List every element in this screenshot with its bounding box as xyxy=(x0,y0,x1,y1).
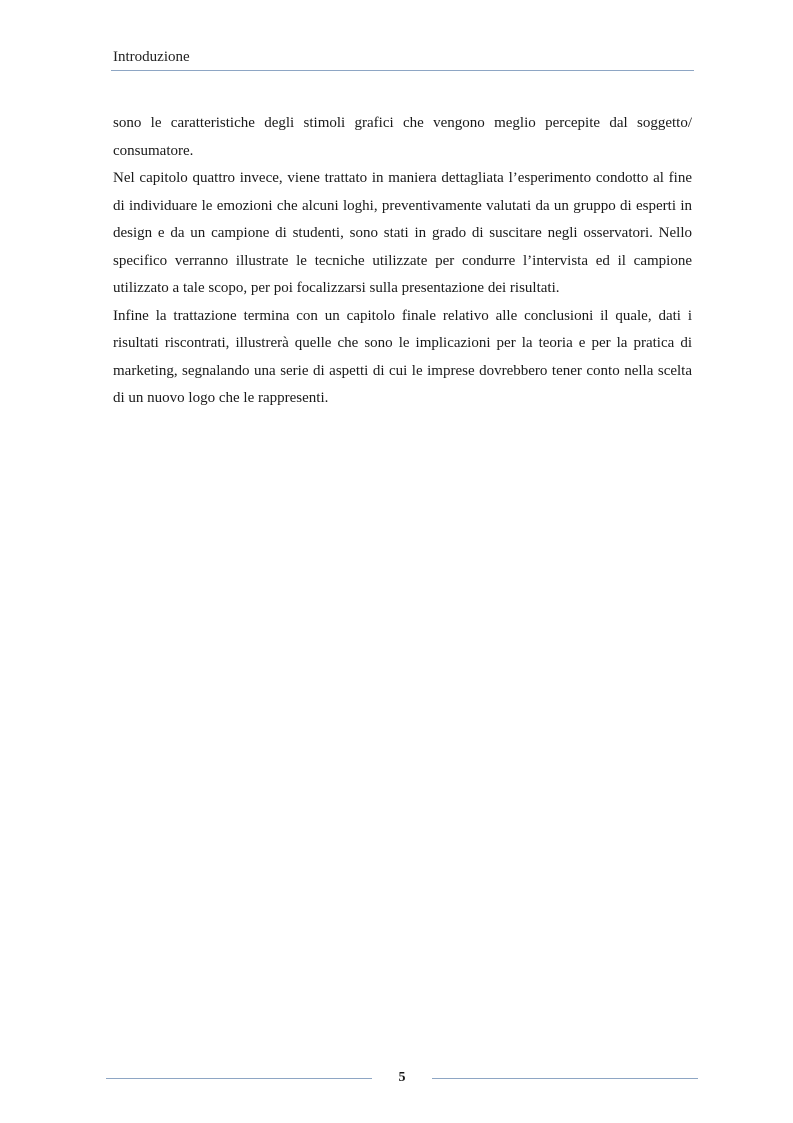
footer-divider-left xyxy=(106,1078,372,1079)
footer-divider-right xyxy=(432,1078,698,1079)
page-number: 5 xyxy=(398,1070,406,1085)
paragraph-continuation: sono le caratteristiche degli stimoli grafici che vengono meglio percepite dal soggetto/ consumatore. xyxy=(113,115,692,159)
paragraph-chapter-four: Nel capitolo quattro invece, viene trattato in maniera dettagliata l’esperimento condotto al fine di individuare le emozioni che alcuni loghi, preventivamente valutati da un gruppo di esperti in design e da un campione di studenti, sono stati in grado di suscitare negli osservatori. Nello specifico verranno illustrate le tecniche utilizzate per condurre l’intervista ed il campione utilizzato a tale scopo, per poi focalizzarsi sulla presentazione dei risultati. xyxy=(113,170,692,296)
paragraph-conclusions: Infine la trattazione termina con un capitolo finale relativo alle conclusioni il quale, dati i risultati riscontrati, illustrerà quelle che sono le implicazioni per la teoria e per la pratica di marketing, segnalando una serie di aspetti di cui le imprese dovrebbero tener conto nella scelta di un nuovo logo che le rappresenti. xyxy=(113,307,692,406)
body-text xyxy=(113,110,692,413)
running-header-title: Introduzione xyxy=(113,49,190,65)
header-divider xyxy=(111,70,694,71)
